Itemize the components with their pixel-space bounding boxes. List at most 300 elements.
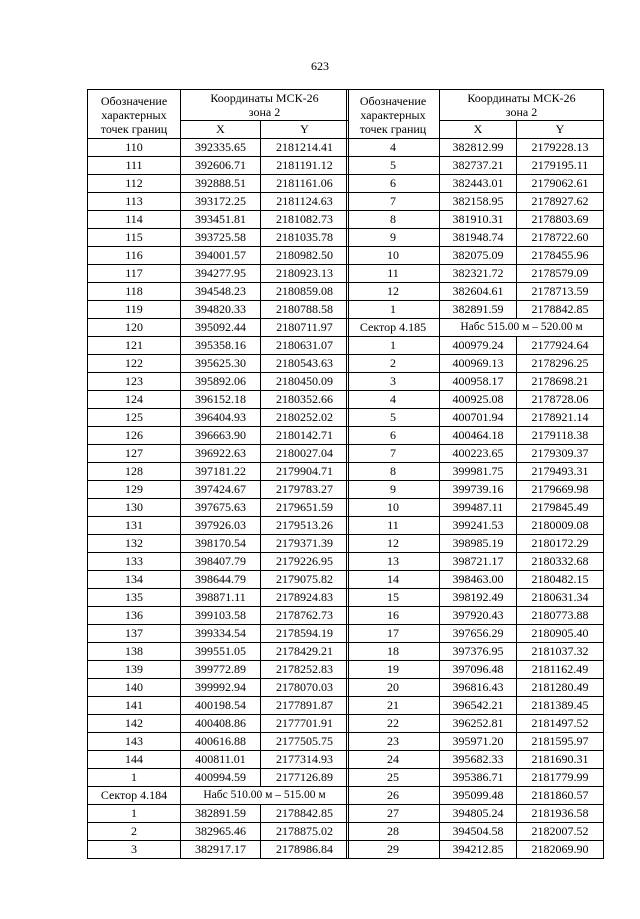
point-id-cell: 113 [88, 193, 181, 211]
point-id-cell: 14 [347, 571, 440, 589]
point-id-cell: 137 [88, 625, 181, 643]
x-cell: 397424.67 [181, 481, 261, 499]
y-cell: 2181214.41 [261, 139, 349, 157]
point-id-cell: 143 [88, 733, 181, 751]
point-id-cell: 2 [347, 355, 440, 373]
table-row [88, 733, 349, 751]
table-header [347, 90, 604, 139]
point-id-cell: 2 [88, 823, 181, 841]
point-id-cell: 6 [347, 427, 440, 445]
y-cell: 2181595.97 [517, 733, 604, 751]
sector-elevation: Набс 515.00 м – 520.00 м [440, 319, 604, 337]
table-row [88, 535, 349, 553]
table-row [88, 301, 349, 319]
x-cell: 397920.43 [440, 607, 517, 625]
table-row [347, 571, 604, 589]
table-row [347, 139, 604, 157]
table-row [347, 805, 604, 823]
table-row [88, 139, 349, 157]
y-cell: 2181690.31 [517, 751, 604, 769]
coordinates-table-right [346, 89, 604, 859]
table-row [347, 697, 604, 715]
y-cell: 2181037.32 [517, 643, 604, 661]
y-cell: 2180773.88 [517, 607, 604, 625]
point-id-cell: 120 [88, 319, 181, 337]
y-cell: 2180252.02 [261, 409, 349, 427]
y-cell: 2181035.78 [261, 229, 349, 247]
x-cell: 400408.86 [181, 715, 261, 733]
table-row [347, 463, 604, 481]
y-cell: 2181860.57 [517, 787, 604, 805]
y-cell: 2180332.68 [517, 553, 604, 571]
x-cell: 393451.81 [181, 211, 261, 229]
header-line: точек границ [359, 122, 427, 136]
table-row [88, 661, 349, 679]
point-id-cell: 129 [88, 481, 181, 499]
table-body [347, 139, 604, 859]
point-id-cell: 24 [347, 751, 440, 769]
y-cell: 2177126.89 [261, 769, 349, 787]
x-cell: 400464.18 [440, 427, 517, 445]
point-id-cell: 17 [347, 625, 440, 643]
y-cell: 2180905.40 [517, 625, 604, 643]
table-row [347, 283, 604, 301]
point-id-cell: 8 [347, 211, 440, 229]
x-cell: 397926.03 [181, 517, 261, 535]
table-header [88, 90, 349, 139]
table-row [88, 355, 349, 373]
x-cell: 399992.94 [181, 679, 261, 697]
point-id-cell: 7 [347, 445, 440, 463]
x-cell: 395358.16 [181, 337, 261, 355]
y-cell: 2180482.15 [517, 571, 604, 589]
y-cell: 2180009.08 [517, 517, 604, 535]
table-row [347, 607, 604, 625]
y-cell: 2178762.73 [261, 607, 349, 625]
table-row [88, 823, 349, 841]
x-cell: 398985.19 [440, 535, 517, 553]
x-cell: 400223.65 [440, 445, 517, 463]
point-id-cell: 28 [347, 823, 440, 841]
x-cell: 399551.05 [181, 643, 261, 661]
table-row [88, 283, 349, 301]
header-line: точек границ [100, 122, 168, 136]
table-row [347, 733, 604, 751]
table-row [347, 247, 604, 265]
table-row [347, 193, 604, 211]
y-cell: 2179845.49 [517, 499, 604, 517]
y-cell: 2180352.66 [261, 391, 349, 409]
x-cell: 394805.24 [440, 805, 517, 823]
x-cell: 395099.48 [440, 787, 517, 805]
table-row [347, 373, 604, 391]
x-cell: 382158.95 [440, 193, 517, 211]
x-cell: 396152.18 [181, 391, 261, 409]
y-cell: 2179371.39 [261, 535, 349, 553]
point-id-cell: 127 [88, 445, 181, 463]
table-row [88, 697, 349, 715]
x-cell: 394001.57 [181, 247, 261, 265]
table-row [88, 337, 349, 355]
point-id-cell: 7 [347, 193, 440, 211]
x-cell: 399103.58 [181, 607, 261, 625]
table-row [347, 517, 604, 535]
y-cell: 2179493.31 [517, 463, 604, 481]
y-cell: 2178924.83 [261, 589, 349, 607]
table-row [88, 553, 349, 571]
x-cell: 399334.54 [181, 625, 261, 643]
sector-row [88, 787, 349, 805]
y-cell: 2179226.95 [261, 553, 349, 571]
table-row [88, 373, 349, 391]
x-cell: 397656.29 [440, 625, 517, 643]
point-id-cell: 111 [88, 157, 181, 175]
x-cell: 396542.21 [440, 697, 517, 715]
point-id-cell: 10 [347, 499, 440, 517]
table-row [347, 769, 604, 787]
x-cell: 398192.49 [440, 589, 517, 607]
point-id-cell: 134 [88, 571, 181, 589]
sector-name: Сектор 4.185 [347, 319, 440, 337]
table-row [347, 499, 604, 517]
y-cell: 2180543.63 [261, 355, 349, 373]
table-row [347, 787, 604, 805]
point-id-cell: 117 [88, 265, 181, 283]
x-cell: 382891.59 [181, 805, 261, 823]
y-cell: 2180859.08 [261, 283, 349, 301]
x-cell: 397675.63 [181, 499, 261, 517]
x-cell: 381910.31 [440, 211, 517, 229]
point-id-cell: 9 [347, 481, 440, 499]
table-row [347, 625, 604, 643]
point-id-cell: 21 [347, 697, 440, 715]
y-cell: 2180142.71 [261, 427, 349, 445]
y-cell: 2178070.03 [261, 679, 349, 697]
point-id-cell: 131 [88, 517, 181, 535]
y-cell: 2179118.38 [517, 427, 604, 445]
coords-header [181, 90, 349, 121]
y-cell: 2179309.37 [517, 445, 604, 463]
y-cell: 2180982.50 [261, 247, 349, 265]
y-cell: 2179651.59 [261, 499, 349, 517]
y-cell: 2180027.04 [261, 445, 349, 463]
x-cell: 396252.81 [440, 715, 517, 733]
point-id-cell: 125 [88, 409, 181, 427]
y-cell: 2178842.85 [261, 805, 349, 823]
y-cell: 2179669.98 [517, 481, 604, 499]
table-row [88, 229, 349, 247]
y-cell: 2177924.64 [517, 337, 604, 355]
y-cell: 2182007.52 [517, 823, 604, 841]
y-cell: 2178921.14 [517, 409, 604, 427]
y-cell: 2178429.21 [261, 643, 349, 661]
y-cell: 2181497.52 [517, 715, 604, 733]
table-row [347, 643, 604, 661]
table-row [347, 481, 604, 499]
point-id-cell: 10 [347, 247, 440, 265]
table-row [88, 481, 349, 499]
x-cell: 382917.17 [181, 841, 261, 859]
point-id-cell: 11 [347, 265, 440, 283]
table-row [88, 211, 349, 229]
x-cell: 396816.43 [440, 679, 517, 697]
y-cell: 2181779.99 [517, 769, 604, 787]
x-cell: 398644.79 [181, 571, 261, 589]
x-cell: 396404.93 [181, 409, 261, 427]
x-cell: 394504.58 [440, 823, 517, 841]
x-cell: 394548.23 [181, 283, 261, 301]
table-row [347, 337, 604, 355]
point-id-cell: 4 [347, 139, 440, 157]
table-row [88, 805, 349, 823]
coords-title-line: зона 2 [505, 105, 538, 119]
point-id-cell: 135 [88, 589, 181, 607]
page-number: 623 [311, 59, 329, 73]
point-id-cell: 22 [347, 715, 440, 733]
table-row [347, 427, 604, 445]
y-cell: 2181162.49 [517, 661, 604, 679]
point-id-cell: 20 [347, 679, 440, 697]
x-cell: 395892.06 [181, 373, 261, 391]
table-row [347, 355, 604, 373]
x-cell: 395682.33 [440, 751, 517, 769]
x-cell: 397376.95 [440, 643, 517, 661]
y-cell: 2178722.60 [517, 229, 604, 247]
x-cell: 398721.17 [440, 553, 517, 571]
x-cell: 382321.72 [440, 265, 517, 283]
x-cell: 392335.65 [181, 139, 261, 157]
table-row [88, 499, 349, 517]
point-label-header [88, 90, 181, 139]
x-cell: 382443.01 [440, 175, 517, 193]
table-row [347, 391, 604, 409]
point-id-cell: 142 [88, 715, 181, 733]
x-cell: 400979.24 [440, 337, 517, 355]
point-id-cell: 118 [88, 283, 181, 301]
point-id-cell: 16 [347, 607, 440, 625]
point-id-cell: 27 [347, 805, 440, 823]
coordinates-table-left [87, 89, 349, 859]
y-cell: 2181936.58 [517, 805, 604, 823]
x-cell: 382604.61 [440, 283, 517, 301]
point-id-cell: 121 [88, 337, 181, 355]
point-id-cell: 140 [88, 679, 181, 697]
point-id-cell: 1 [88, 769, 181, 787]
table-row [88, 319, 349, 337]
x-cell: 400925.08 [440, 391, 517, 409]
point-id-cell: 1 [347, 301, 440, 319]
x-cell: 400958.17 [440, 373, 517, 391]
x-header: X [440, 121, 517, 139]
point-id-cell: 138 [88, 643, 181, 661]
point-id-cell: 119 [88, 301, 181, 319]
x-cell: 398871.11 [181, 589, 261, 607]
table-row [88, 193, 349, 211]
point-id-cell: 128 [88, 463, 181, 481]
y-cell: 2177505.75 [261, 733, 349, 751]
table-row [347, 553, 604, 571]
y-cell: 2178455.96 [517, 247, 604, 265]
y-cell: 2177314.93 [261, 751, 349, 769]
point-id-cell: 124 [88, 391, 181, 409]
point-id-cell: 136 [88, 607, 181, 625]
x-cell: 394277.95 [181, 265, 261, 283]
y-cell: 2181161.06 [261, 175, 349, 193]
table-row [88, 463, 349, 481]
point-id-cell: 13 [347, 553, 440, 571]
table-row [88, 643, 349, 661]
point-id-cell: 126 [88, 427, 181, 445]
point-id-cell: 6 [347, 175, 440, 193]
table-row [347, 661, 604, 679]
y-header: Y [517, 121, 604, 139]
point-id-cell: 9 [347, 229, 440, 247]
table-row [88, 265, 349, 283]
x-cell: 382965.46 [181, 823, 261, 841]
point-id-cell: 133 [88, 553, 181, 571]
table-row [347, 751, 604, 769]
table-row [347, 157, 604, 175]
table-row [88, 391, 349, 409]
x-cell: 381948.74 [440, 229, 517, 247]
point-id-cell: 12 [347, 283, 440, 301]
table-row [88, 175, 349, 193]
y-cell: 2178803.69 [517, 211, 604, 229]
y-cell: 2181389.45 [517, 697, 604, 715]
header-line: характерных [101, 108, 167, 122]
sector-row [347, 319, 604, 337]
y-cell: 2178713.59 [517, 283, 604, 301]
coords-title-line: Координаты МСК-26 [210, 91, 319, 105]
point-id-cell: 8 [347, 463, 440, 481]
point-id-cell: 5 [347, 157, 440, 175]
y-cell: 2180172.29 [517, 535, 604, 553]
y-cell: 2178296.25 [517, 355, 604, 373]
x-cell: 396663.90 [181, 427, 261, 445]
point-id-cell: 110 [88, 139, 181, 157]
point-id-cell: 3 [88, 841, 181, 859]
y-cell: 2179783.27 [261, 481, 349, 499]
y-cell: 2180631.34 [517, 589, 604, 607]
table-row [347, 175, 604, 193]
x-cell: 392606.71 [181, 157, 261, 175]
table-row [88, 625, 349, 643]
x-cell: 399487.11 [440, 499, 517, 517]
table-row [88, 589, 349, 607]
point-id-cell: 112 [88, 175, 181, 193]
point-id-cell: 29 [347, 841, 440, 859]
point-id-cell: 139 [88, 661, 181, 679]
y-cell: 2178986.84 [261, 841, 349, 859]
x-cell: 400616.88 [181, 733, 261, 751]
table-row [347, 823, 604, 841]
table-row [347, 301, 604, 319]
table-row [88, 157, 349, 175]
coords-title-line: Координаты МСК-26 [467, 91, 576, 105]
y-cell: 2181280.49 [517, 679, 604, 697]
table-row [347, 841, 604, 859]
coords-title-line: зона 2 [248, 105, 281, 119]
y-cell: 2180923.13 [261, 265, 349, 283]
point-id-cell: 122 [88, 355, 181, 373]
point-id-cell: 25 [347, 769, 440, 787]
y-cell: 2177891.87 [261, 697, 349, 715]
x-cell: 399241.53 [440, 517, 517, 535]
table-row [88, 517, 349, 535]
table-row [347, 211, 604, 229]
y-cell: 2182069.90 [517, 841, 604, 859]
table-body [88, 139, 349, 859]
x-cell: 392888.51 [181, 175, 261, 193]
table-row [347, 535, 604, 553]
point-id-cell: 3 [347, 373, 440, 391]
y-cell: 2178875.02 [261, 823, 349, 841]
header-line: характерных [360, 108, 426, 122]
x-cell: 382075.09 [440, 247, 517, 265]
y-cell: 2178842.85 [517, 301, 604, 319]
point-id-cell: 1 [88, 805, 181, 823]
table-row [88, 841, 349, 859]
y-cell: 2180450.09 [261, 373, 349, 391]
x-cell: 400811.01 [181, 751, 261, 769]
point-id-cell: 123 [88, 373, 181, 391]
table-row [347, 265, 604, 283]
table-row [347, 679, 604, 697]
table-row [88, 445, 349, 463]
x-cell: 395092.44 [181, 319, 261, 337]
point-id-cell: 132 [88, 535, 181, 553]
x-cell: 382812.99 [440, 139, 517, 157]
y-cell: 2178698.21 [517, 373, 604, 391]
x-cell: 399981.75 [440, 463, 517, 481]
sector-name: Сектор 4.184 [88, 787, 181, 805]
x-cell: 398407.79 [181, 553, 261, 571]
y-cell: 2178579.09 [517, 265, 604, 283]
y-cell: 2179195.11 [517, 157, 604, 175]
point-id-cell: 4 [347, 391, 440, 409]
point-id-cell: 19 [347, 661, 440, 679]
table-row [347, 229, 604, 247]
x-cell: 396922.63 [181, 445, 261, 463]
point-label-header [347, 90, 440, 139]
table-row [88, 715, 349, 733]
point-id-cell: 26 [347, 787, 440, 805]
x-cell: 382891.59 [440, 301, 517, 319]
point-id-cell: 116 [88, 247, 181, 265]
table-row [347, 715, 604, 733]
x-cell: 397096.48 [440, 661, 517, 679]
point-id-cell: 15 [347, 589, 440, 607]
x-header: X [181, 121, 261, 139]
x-cell: 395971.20 [440, 733, 517, 751]
header-line: Обозначение [100, 94, 168, 108]
point-id-cell: 115 [88, 229, 181, 247]
y-cell: 2181082.73 [261, 211, 349, 229]
y-cell: 2178728.06 [517, 391, 604, 409]
y-cell: 2179228.13 [517, 139, 604, 157]
y-cell: 2179513.26 [261, 517, 349, 535]
y-cell: 2179075.82 [261, 571, 349, 589]
y-cell: 2180631.07 [261, 337, 349, 355]
y-cell: 2178594.19 [261, 625, 349, 643]
x-cell: 395386.71 [440, 769, 517, 787]
x-cell: 397181.22 [181, 463, 261, 481]
header-line: Обозначение [359, 94, 427, 108]
y-cell: 2180711.97 [261, 319, 349, 337]
table-row [88, 247, 349, 265]
y-header: Y [261, 121, 349, 139]
y-cell: 2178927.62 [517, 193, 604, 211]
